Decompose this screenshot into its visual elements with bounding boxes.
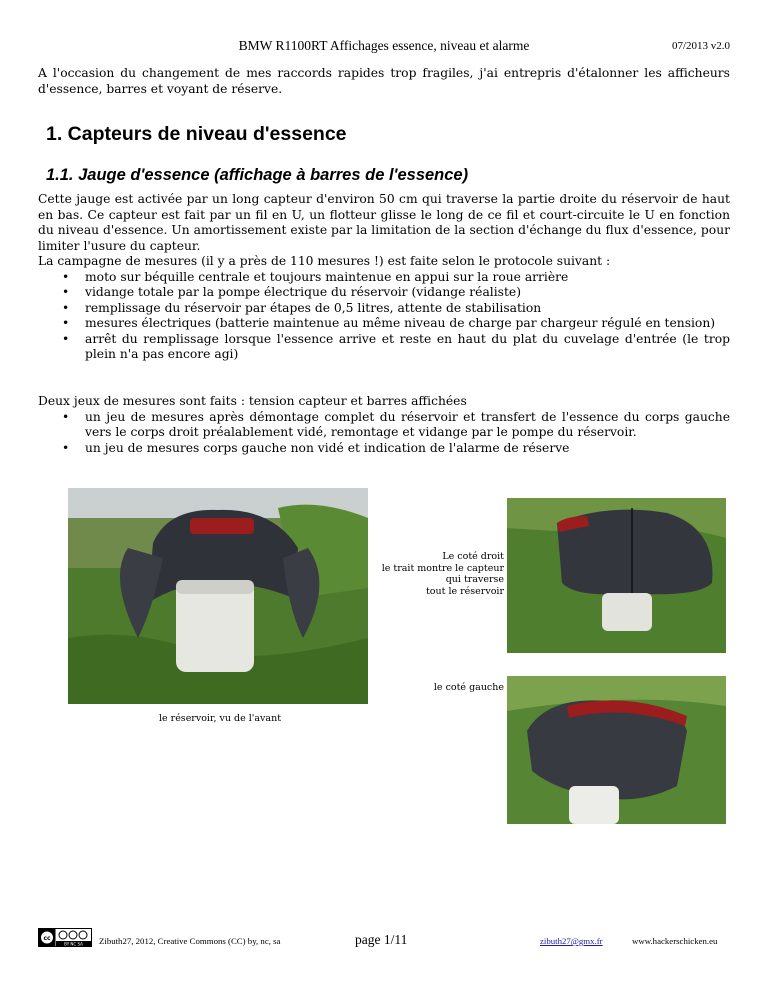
- footer-website: www.hackerschicken.eu: [632, 936, 718, 946]
- creative-commons-badge: [38, 928, 92, 947]
- tank-right-side-photo: [507, 498, 726, 653]
- intro-paragraph: A l'occasion du changement de mes raccords rapides trop fragiles, j'ai entrepris d'étalonner les afficheurs d'essence, barres et voyant de réserve.: [38, 66, 730, 96]
- svg-text:cc: cc: [43, 935, 51, 942]
- list-item: • arrêt du remplissage lorsque l'essence arrive et reste en haut du plat du cuvelage d'entrée (le trop plein n'a pas encore agi): [38, 332, 730, 363]
- section-1-1-body: [38, 192, 730, 363]
- list-item: • moto sur béquille centrale et toujours maintenue en appui sur la roue arrière: [38, 270, 730, 286]
- footer-author: Zibuth27, 2012, Creative Commons (CC) by, nc, sa: [99, 936, 281, 946]
- protocol-list: [38, 270, 730, 363]
- list-item: • un jeu de mesures corps gauche non vidé et indication de l'alarme de réserve: [38, 441, 730, 457]
- section-heading-1: 1. Capteurs de niveau d'essence: [46, 123, 347, 145]
- right-side-caption: [360, 551, 504, 597]
- tank-left-side-photo: [507, 676, 726, 824]
- protocol-intro: La campagne de mesures (il y a près de 110 mesures !) est faite selon le protocole suivant :: [38, 254, 611, 268]
- front-view-caption: le réservoir, vu de l'avant: [158, 713, 282, 724]
- section-heading-1-1: 1.1. Jauge d'essence (affichage à barres de l'essence): [46, 166, 469, 184]
- caption-line: le trait montre le capteur: [381, 562, 504, 574]
- sets-list: [38, 410, 730, 457]
- list-item: • vidange totale par la pompe électrique du réservoir (vidange réaliste): [38, 285, 730, 301]
- sensor-description: Cette jauge est activée par un long capteur d'environ 50 cm qui traverse la partie droite du réservoir de haut en bas. Ce capteur est fait par un fil en U, un flotteur glisse le long de ce fil et court-circuite le U en fonction du niveau d'essence. Un amortissement existe par la limitation de la section d'échange du flux d'essence, pour limiter l'usure du capteur.: [38, 192, 730, 253]
- caption-line: Le coté droit: [442, 551, 504, 562]
- tank-front-photo: [68, 488, 368, 704]
- footer-page-number: page 1/11: [355, 932, 408, 947]
- document-header-title: BMW R1100RT Affichages essence, niveau et alarme: [238, 38, 530, 53]
- footer-email-link[interactable]: zibuth27@gmx.fr: [540, 936, 603, 946]
- list-item: • remplissage du réservoir par étapes de 0,5 litres, attente de stabilisation: [38, 301, 730, 317]
- measurement-sets: [38, 394, 730, 456]
- caption-line: qui traverse: [445, 574, 504, 585]
- document-header-date: 07/2013 v2.0: [671, 40, 730, 52]
- sets-intro: Deux jeux de mesures sont faits : tension capteur et barres affichées: [38, 394, 467, 408]
- list-item: • un jeu de mesures après démontage complet du réservoir et transfert de l'essence du corps gauche vers le corps droit préalablement vidé, remontage et vidange par le pompe du réservoir.: [38, 410, 730, 441]
- cc-badge-text: BY NC SA: [64, 941, 83, 947]
- caption-line: tout le réservoir: [425, 585, 504, 597]
- list-item: • mesures électriques (batterie maintenue au même niveau de charge par chargeur régulé en tension): [38, 316, 730, 332]
- left-side-caption: le coté gauche: [433, 682, 504, 693]
